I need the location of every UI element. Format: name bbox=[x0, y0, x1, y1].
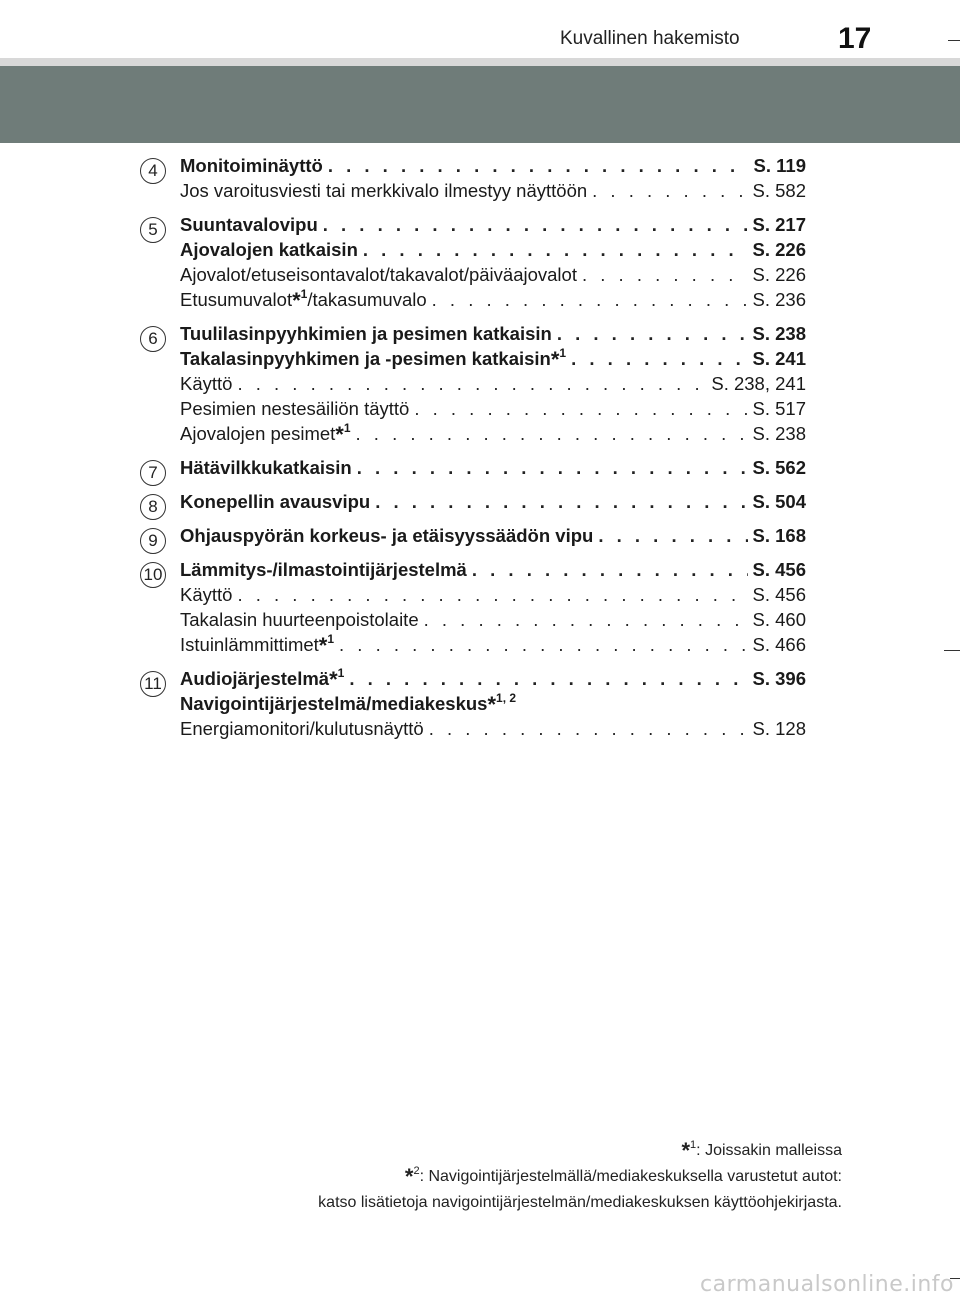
footnote-ref: 1 bbox=[559, 346, 567, 360]
entry-label: Käyttö bbox=[180, 373, 233, 394]
entry-page-ref: S. 504 bbox=[752, 491, 806, 512]
footnote-ref: 1 bbox=[343, 421, 351, 435]
entry-label: Konepellin avausvipu bbox=[180, 491, 371, 512]
entry-page-ref: S. 456 bbox=[752, 584, 806, 605]
index-section bbox=[140, 488, 810, 516]
index-entry[interactable] bbox=[180, 261, 806, 286]
entry-label: Navigointijärjestelmä/mediakeskus*$^{1, 2}$ bbox=[180, 691, 517, 717]
entry-page-ref: S. 128 bbox=[752, 718, 806, 739]
entry-page-ref: S. 168 bbox=[752, 525, 806, 546]
index-entry[interactable] bbox=[180, 152, 806, 177]
footnote-ref: 1 bbox=[327, 632, 335, 646]
entry-page-ref: S. 241 bbox=[752, 348, 806, 369]
entry-page-ref: S. 238, 241 bbox=[711, 373, 806, 394]
entry-page-ref: S. 119 bbox=[753, 155, 806, 176]
entry-label: Takalasin huurteenpoistolaite bbox=[180, 609, 419, 630]
footnotes bbox=[318, 1138, 842, 1216]
crop-mark-right bbox=[944, 650, 960, 651]
index-section bbox=[140, 454, 810, 482]
section-number-marker: 9 bbox=[140, 528, 166, 554]
dot-leader bbox=[598, 525, 747, 547]
entry-page-ref: S. 217 bbox=[752, 214, 806, 235]
dot-leader bbox=[414, 398, 747, 420]
section-number-marker: 8 bbox=[140, 494, 166, 520]
index-section bbox=[140, 152, 810, 202]
entry-label: Energiamonitori/kulutusnäyttö bbox=[180, 718, 424, 739]
dot-leader bbox=[424, 609, 748, 631]
dot-leader bbox=[323, 214, 748, 236]
entry-page-ref: S. 238 bbox=[752, 323, 806, 344]
section-number-marker: 11 bbox=[140, 671, 166, 697]
header-band-light bbox=[0, 58, 960, 66]
entry-label: Käyttö bbox=[180, 584, 233, 605]
index-entry[interactable] bbox=[180, 177, 806, 202]
dot-leader bbox=[237, 584, 747, 606]
index-entry[interactable] bbox=[180, 454, 806, 479]
index-entry[interactable] bbox=[180, 320, 806, 345]
entry-label: Audiojärjestelmä*$^1$ bbox=[180, 666, 345, 692]
footnote-line: katso lisätietoja navigointijärjestelmän/mediakeskuksen käyttöohjekirjasta. bbox=[318, 1194, 842, 1211]
entry-label: Etusumuvalot*$^1$/takasumuvalo bbox=[180, 287, 427, 313]
dot-leader bbox=[349, 668, 747, 690]
index-entry[interactable] bbox=[180, 236, 806, 261]
dot-leader bbox=[429, 718, 748, 740]
footnote-ref: 1, 2 bbox=[496, 691, 517, 705]
index-section bbox=[140, 556, 810, 656]
dot-leader bbox=[328, 155, 749, 177]
section-number-marker: 5 bbox=[140, 217, 166, 243]
footnote-ref: 1 bbox=[337, 666, 345, 680]
entry-label: Monitoiminäyttö bbox=[180, 155, 323, 176]
entry-page-ref: S. 226 bbox=[752, 239, 806, 260]
entry-label: Pesimien nestesäiliön täyttö bbox=[180, 398, 410, 419]
entry-label: Lämmitys-/ilmastointijärjestelmä bbox=[180, 559, 467, 580]
dot-leader bbox=[432, 289, 748, 311]
entry-label: Ajovalot/etuseisontavalot/takavalot/päiväajovalot bbox=[180, 264, 577, 285]
page-header bbox=[0, 0, 960, 60]
footnote-line: *$^2$: Navigointijärjestelmällä/mediakeskuksella varustetut autot: bbox=[404, 1164, 842, 1189]
index-entry[interactable] bbox=[180, 665, 806, 690]
index-entry[interactable] bbox=[180, 211, 806, 236]
entry-page-ref: S. 517 bbox=[752, 398, 806, 419]
section-number-marker: 10 bbox=[140, 562, 166, 588]
index-entry[interactable] bbox=[180, 395, 806, 420]
dot-leader bbox=[356, 423, 748, 445]
watermark: carmanualsonline.info bbox=[700, 1272, 954, 1297]
dot-leader bbox=[375, 491, 747, 513]
index-list bbox=[140, 152, 810, 749]
entry-page-ref: S. 460 bbox=[752, 609, 806, 630]
dot-leader bbox=[557, 323, 748, 345]
index-section bbox=[140, 522, 810, 550]
dot-leader bbox=[571, 348, 747, 370]
dot-leader bbox=[339, 634, 747, 656]
entry-page-ref: S. 236 bbox=[752, 289, 806, 310]
header-band bbox=[0, 66, 960, 143]
dot-leader bbox=[472, 559, 748, 581]
index-entry[interactable] bbox=[180, 345, 806, 370]
index-section bbox=[140, 665, 810, 740]
entry-label: Ohjauspyörän korkeus- ja etäisyyssäädön vipu bbox=[180, 525, 594, 546]
section-number-marker: 7 bbox=[140, 460, 166, 486]
entry-label: Hätävilkkukatkaisin bbox=[180, 457, 352, 478]
entry-label: Ajovalojen katkaisin bbox=[180, 239, 358, 260]
entry-page-ref: S. 466 bbox=[752, 634, 806, 655]
dot-leader bbox=[357, 457, 748, 479]
entry-label: Suuntavalovipu bbox=[180, 214, 318, 235]
page-number: 17 bbox=[838, 22, 872, 55]
index-entry[interactable] bbox=[180, 286, 806, 311]
entry-page-ref: S. 562 bbox=[752, 457, 806, 478]
crop-mark-top bbox=[948, 40, 960, 41]
index-entry[interactable] bbox=[180, 488, 806, 513]
dot-leader bbox=[363, 239, 748, 261]
index-entry[interactable] bbox=[180, 581, 806, 606]
footnote-ref: 1 bbox=[300, 287, 308, 301]
entry-page-ref: S. 226 bbox=[752, 264, 806, 285]
index-section bbox=[140, 211, 810, 311]
page-header-title: Kuvallinen hakemisto bbox=[560, 28, 740, 49]
index-entry[interactable] bbox=[180, 690, 806, 715]
dot-leader bbox=[592, 180, 747, 202]
entry-page-ref: S. 582 bbox=[752, 180, 806, 201]
dot-leader bbox=[237, 373, 706, 395]
entry-label: Ajovalojen pesimet*$^1$ bbox=[180, 421, 351, 447]
index-entry[interactable] bbox=[180, 556, 806, 581]
entry-page-ref: S. 238 bbox=[752, 423, 806, 444]
index-entry[interactable] bbox=[180, 606, 806, 631]
section-number-marker: 6 bbox=[140, 326, 166, 352]
entry-label: Tuulilasinpyyhkimien ja pesimen katkaisin bbox=[180, 323, 552, 344]
index-entry[interactable] bbox=[180, 715, 806, 740]
index-entry[interactable] bbox=[180, 420, 806, 445]
footnote-line: *$^1$: Joissakin malleissa bbox=[681, 1138, 842, 1163]
entry-label: Istuinlämmittimet*$^1$ bbox=[180, 632, 335, 658]
entry-page-ref: S. 456 bbox=[752, 559, 806, 580]
entry-page-ref: S. 396 bbox=[752, 668, 806, 689]
dot-leader bbox=[582, 264, 748, 286]
section-number-marker: 4 bbox=[140, 158, 166, 184]
index-entry[interactable] bbox=[180, 370, 806, 395]
index-entry[interactable] bbox=[180, 522, 806, 547]
entry-label: Jos varoitusviesti tai merkkivalo ilmestyy näyttöön bbox=[180, 180, 588, 201]
index-entry[interactable] bbox=[180, 631, 806, 656]
index-section bbox=[140, 320, 810, 445]
entry-label: Takalasinpyyhkimen ja -pesimen katkaisin*$^1$ bbox=[180, 346, 567, 372]
